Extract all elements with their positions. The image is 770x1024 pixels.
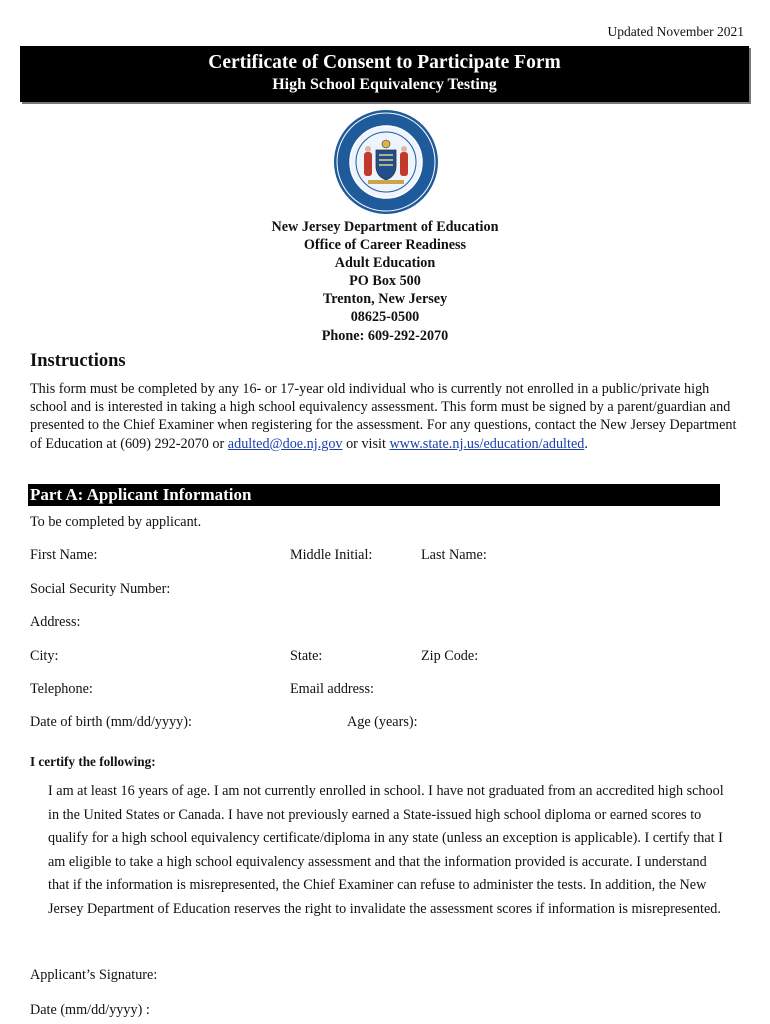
applicant-signature-field[interactable]: Applicant’s Signature: xyxy=(30,967,158,983)
email-link[interactable]: adulted@doe.nj.gov xyxy=(227,435,343,452)
telephone-field[interactable]: Telephone: xyxy=(30,681,93,697)
state-field[interactable]: State: xyxy=(290,648,323,664)
last-name-field[interactable]: Last Name: xyxy=(421,547,487,563)
updated-date: Updated November 2021 xyxy=(607,24,744,39)
address-line: Adult Education xyxy=(334,255,436,272)
zip-code-field[interactable]: Zip Code: xyxy=(421,648,479,664)
address-line: New Jersey Department of Education xyxy=(271,219,499,235)
age-field[interactable]: Age (years): xyxy=(347,714,418,730)
part-a-subheading: To be completed by applicant. xyxy=(30,514,202,530)
instructions-text xyxy=(30,380,745,453)
instructions-connector: or visit xyxy=(342,435,390,452)
certify-heading: I certify the following: xyxy=(30,754,156,769)
nj-department-of-education-seal-icon xyxy=(332,108,440,216)
department-address xyxy=(0,218,770,345)
address-field[interactable]: Address: xyxy=(30,614,81,630)
form-title: Certificate of Consent to Participate Form xyxy=(208,52,561,73)
certify-text: I am at least 16 years of age. I am not currently enrolled in school. I have not graduated from an accredited high school in the United States or Canada. I have not previously earned a State-issued high school diploma or earned scores to qualify for a high school equivalency certificate/diploma in any state (unless an exception is applicable). I certify that I am eligible to take a high school equivalency assessment and that the information provided is accurate. I understand that if the information is misrepresented, the Chief Examiner can refuse to administer the tests. In addition, the New Jersey Department of Education reserves the right to invalidate the assessment scores if information is misrepresented. xyxy=(48,783,724,917)
address-line: Office of Career Readiness xyxy=(303,237,467,254)
address-line: PO Box 500 xyxy=(349,273,421,290)
email-address-field[interactable]: Email address: xyxy=(290,681,374,697)
instructions-end: . xyxy=(584,435,588,452)
instructions-body: This form must be completed by any 16- or 17-year old individual who is currently not enrolled in a public/private high school and is interested in taking a high school equivalency assessment. This form must be signed by a parent/guardian and presented to the Chief Examiner when registering for the assessment. For any questions, contact the New Jersey Department of Education at (609) 292-2070 or xyxy=(30,381,737,452)
part-a-heading: Part A: Applicant Information xyxy=(28,484,720,506)
date-of-birth-field[interactable]: Date of birth (mm/dd/yyyy): xyxy=(30,714,192,730)
first-name-field[interactable]: First Name: xyxy=(30,547,98,563)
middle-initial-field[interactable]: Middle Initial: xyxy=(290,547,373,563)
form-subtitle: High School Equivalency Testing xyxy=(272,76,497,93)
instructions-heading: Instructions xyxy=(30,351,126,371)
title-banner xyxy=(20,46,749,102)
address-line: Trenton, New Jersey xyxy=(322,291,448,308)
address-line: 08625-0500 xyxy=(350,309,420,326)
address-line: Phone: 609-292-2070 xyxy=(321,327,449,344)
ssn-field[interactable]: Social Security Number: xyxy=(30,581,171,597)
website-link[interactable]: www.state.nj.us/education/adulted xyxy=(389,435,585,452)
signature-date-field[interactable]: Date (mm/dd/yyyy) : xyxy=(30,1002,150,1018)
city-field[interactable]: City: xyxy=(30,648,59,664)
